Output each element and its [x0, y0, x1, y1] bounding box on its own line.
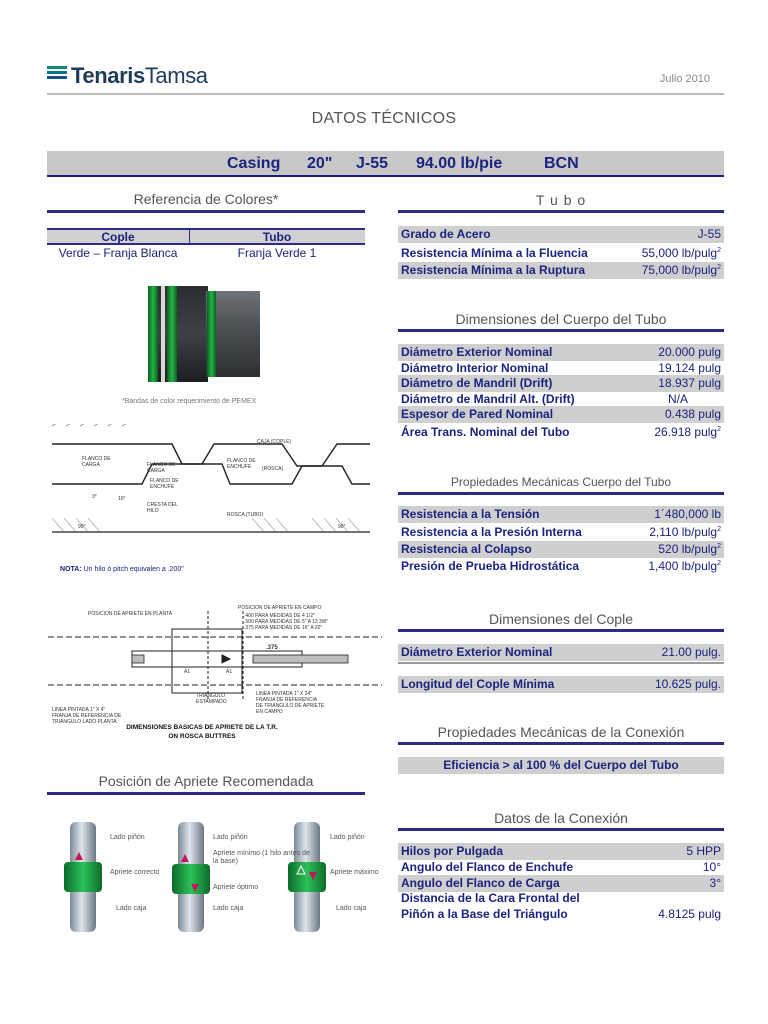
conexion-row-carga: Angulo del Flanco de Carga 3°	[398, 875, 724, 892]
tubo-row-ruptura: Resistencia Mínima a la Ruptura 75,000 lb/pulg$^2$	[398, 262, 724, 279]
svg-text:.375: .375	[266, 645, 278, 651]
svg-text:90°: 90°	[338, 524, 346, 530]
svg-text:CAJA (COPLE): CAJA (COPLE)	[257, 439, 292, 445]
svg-text:ENCHUFE: ENCHUFE	[150, 484, 175, 490]
svg-text:HILO: HILO	[147, 508, 159, 514]
colors-title-rule	[47, 210, 365, 213]
svg-text:TRIANGULO LADO PLANTA: TRIANGULO LADO PLANTA	[52, 719, 117, 725]
pemex-caption: *Bandas de color requerimiento de PEMEX	[122, 398, 257, 405]
svg-text:FLANCO DE: FLANCO DE	[82, 456, 111, 462]
prop-cuerpo-section-title: Propiedades Mecánicas Cuerpo del Tubo	[450, 475, 672, 489]
tubo-color-value: Franja Verde 1	[237, 246, 317, 260]
svg-text:.400 PARA MEDIDAS DE 4 1/2": .400 PARA MEDIDAS DE 4 1/2"	[244, 613, 315, 619]
datos-conexion-section-title: Datos de la Conexión	[494, 810, 628, 826]
colors-section-title: Referencia de Colores*	[133, 191, 279, 207]
pipe2-top-label: Lado piñón	[213, 834, 248, 841]
dim-cople-title-rule	[398, 629, 724, 632]
eficiencia-row: Eficiencia > al 100 % del Cuerpo del Tubo	[398, 757, 724, 774]
pipe1-mid-label: Apriete correcto	[110, 869, 160, 876]
document-date: Julio 2010	[659, 73, 710, 85]
svg-text:FLANCO DE: FLANCO DE	[227, 458, 256, 464]
cople-row-divider	[398, 662, 724, 664]
svg-text:10°: 10°	[118, 496, 126, 502]
pipe1-bottom-label: Lado caja	[116, 905, 147, 912]
svg-text:CARGA: CARGA	[82, 462, 100, 468]
svg-text:A1: A1	[184, 669, 191, 675]
logo-text: TenarisTamsa	[71, 63, 208, 88]
prop-row-colapso: Resistencia al Colapso 520 lb/pulg$^2$	[398, 541, 724, 558]
pipe2-bottom-label: Lado caja	[213, 905, 244, 912]
svg-text:90°: 90°	[78, 524, 86, 530]
svg-text:FLANCO DE: FLANCO DE	[150, 478, 179, 484]
svg-text:FLANCO DE: FLANCO DE	[147, 462, 176, 468]
conexion-row-enchufe: Angulo del Flanco de Enchufe 10°	[401, 860, 721, 874]
apriete-dimensions-drawing	[48, 601, 382, 743]
svg-text:FRANJA DE REFERENCIA DE: FRANJA DE REFERENCIA DE	[52, 713, 122, 719]
svg-text:FRANJA DE REFERENCIA: FRANJA DE REFERENCIA	[256, 697, 318, 703]
svg-text:(ROSCA): (ROSCA)	[262, 466, 284, 472]
svg-text:CRESTA DEL: CRESTA DEL	[147, 502, 178, 508]
tubo-row-fluencia: Resistencia Mínima a la Fluencia 55,000 lb/pulg$^2$	[401, 246, 721, 260]
svg-text:DE TRIANGULO DE APRIETE: DE TRIANGULO DE APRIETE	[256, 703, 325, 709]
thread-profile-drawing	[52, 424, 370, 536]
svg-text:3°: 3°	[92, 494, 97, 500]
cople-row-longitud: Longitud del Cople Mínima 10.625 pulg.	[398, 676, 724, 693]
svg-text:ROSCA (TUBO): ROSCA (TUBO)	[227, 512, 264, 518]
casing-spec-bar	[47, 151, 724, 177]
colors-table-header	[47, 228, 365, 245]
cople-row-de: Diámetro Exterior Nominal 21.00 pulg.	[398, 644, 724, 661]
logo-stripes-icon	[47, 66, 67, 82]
tubo-section-title: T u b o	[535, 192, 587, 208]
svg-text:LINEA PINTADA 1" X 24": LINEA PINTADA 1" X 24"	[256, 691, 312, 697]
pipe-color-bands-image	[140, 284, 265, 384]
tubo-title-rule	[398, 210, 724, 213]
prop-conexion-title-rule	[398, 742, 724, 745]
cople-column-header: Cople	[101, 230, 135, 244]
prop-cuerpo-title-rule	[398, 492, 724, 495]
dim-cople-section-title: Dimensiones del Cople	[489, 611, 633, 627]
svg-text:LINEA PINTADA 1" X 4": LINEA PINTADA 1" X 4"	[52, 707, 106, 713]
thread-note: NOTA: Un hilo ó pitch equivalen a .200"	[60, 566, 184, 573]
casing-weight: 94.00 lb/pie	[416, 155, 503, 172]
casing-connection: BCN	[544, 155, 579, 172]
apriete-section-title: Posición de Apriete Recomendada	[98, 773, 314, 789]
datos-conexion-title-rule	[398, 828, 724, 831]
prop-row-prueba: Presión de Prueba Hidrostática 1,400 lb/pulg$^2$	[401, 559, 721, 573]
cople-color-value: Verde – Franja Blanca	[58, 246, 178, 260]
svg-text:TRIANGULO: TRIANGULO	[196, 693, 226, 699]
dim-row-area: Área Trans. Nominal del Tubo 26.918 pulg$^2$	[401, 425, 721, 439]
casing-size: 20"	[307, 155, 333, 172]
pipe1-top-label: Lado piñón	[110, 834, 145, 841]
dim-row-drift-alt: Diámetro de Mandril Alt. (Drift) N/A	[401, 392, 688, 406]
apriete-title-rule	[47, 792, 365, 795]
dim-row-espesor: Espesor de Pared Nominal 0.438 pulg	[398, 406, 724, 423]
apriete-drawing-caption-1: DIMENSIONES BASICAS DE APRIETE DE LA T.R.	[126, 724, 278, 731]
dim-row-drift: Diámetro de Mandril (Drift) 18.937 pulg	[398, 375, 724, 392]
header-divider	[47, 93, 724, 95]
svg-text:EN CAMPO: EN CAMPO	[256, 709, 283, 715]
svg-text:CARGA: CARGA	[147, 468, 165, 474]
conexion-row-distancia: Distancia de la Cara Frontal del Piñón a la Base del Triángulo 4.8125 pulg	[401, 891, 721, 921]
pipe2-extra-label: Apriete óptimo	[213, 884, 259, 891]
dim-cuerpo-title-rule	[398, 329, 724, 332]
svg-text:ESTAMPADO: ESTAMPADO	[196, 699, 227, 705]
conexion-row-hilos: Hilos por Pulgada 5 HPP	[398, 843, 724, 860]
pipe3-top-label: Lado piñón	[330, 834, 365, 841]
dim-cuerpo-section-title: Dimensiones del Cuerpo del Tubo	[455, 311, 667, 327]
document-title: DATOS TÉCNICOS	[311, 110, 457, 127]
svg-text:POSICION DE APRIETE EN CAMPO: POSICION DE APRIETE EN CAMPO	[238, 605, 322, 611]
tenaris-tamsa-logo	[47, 64, 217, 94]
dim-row-de: Diámetro Exterior Nominal 20.000 pulg	[398, 344, 724, 361]
casing-grade: J-55	[356, 155, 389, 172]
prop-row-presion-interna: Resistencia a la Presión Interna 2,110 lb/pulg$^2$	[401, 525, 721, 539]
pipe3-bottom-label: Lado caja	[336, 905, 367, 912]
svg-text:POSICION DE APRIETE EN PLANTA: POSICION DE APRIETE EN PLANTA	[88, 611, 173, 617]
apriete-drawing-caption-2: ON ROSCA BUTTRES	[168, 733, 236, 740]
casing-type: Casing	[227, 155, 281, 172]
pipe2-mid-label: Apriete mínimo (1 hilo antes de la base)	[213, 850, 310, 865]
tubo-column-header: Tubo	[262, 230, 292, 244]
svg-text:.500 PARA MEDIDAS DE 5" A 13: .500 PARA MEDIDAS DE 5" A 13 3/8"	[244, 619, 328, 625]
svg-text:ENCHUFE: ENCHUFE	[227, 464, 252, 470]
tubo-row-grado: Grado de Acero J-55	[398, 226, 724, 243]
prop-conexion-section-title: Propiedades Mecánicas de la Conexión	[437, 724, 685, 740]
prop-row-tension: Resistencia a la Tensión 1´480,000 lb	[398, 506, 724, 523]
svg-text:.375 PARA MEDIDAS DE 16" A 20: .375 PARA MEDIDAS DE 16" A 20"	[244, 625, 323, 631]
dim-row-di: Diámetro Interior Nominal 19.124 pulg	[401, 361, 721, 375]
pipe3-mid-label: Apriete máximo	[330, 869, 379, 876]
svg-text:A1: A1	[226, 669, 233, 675]
